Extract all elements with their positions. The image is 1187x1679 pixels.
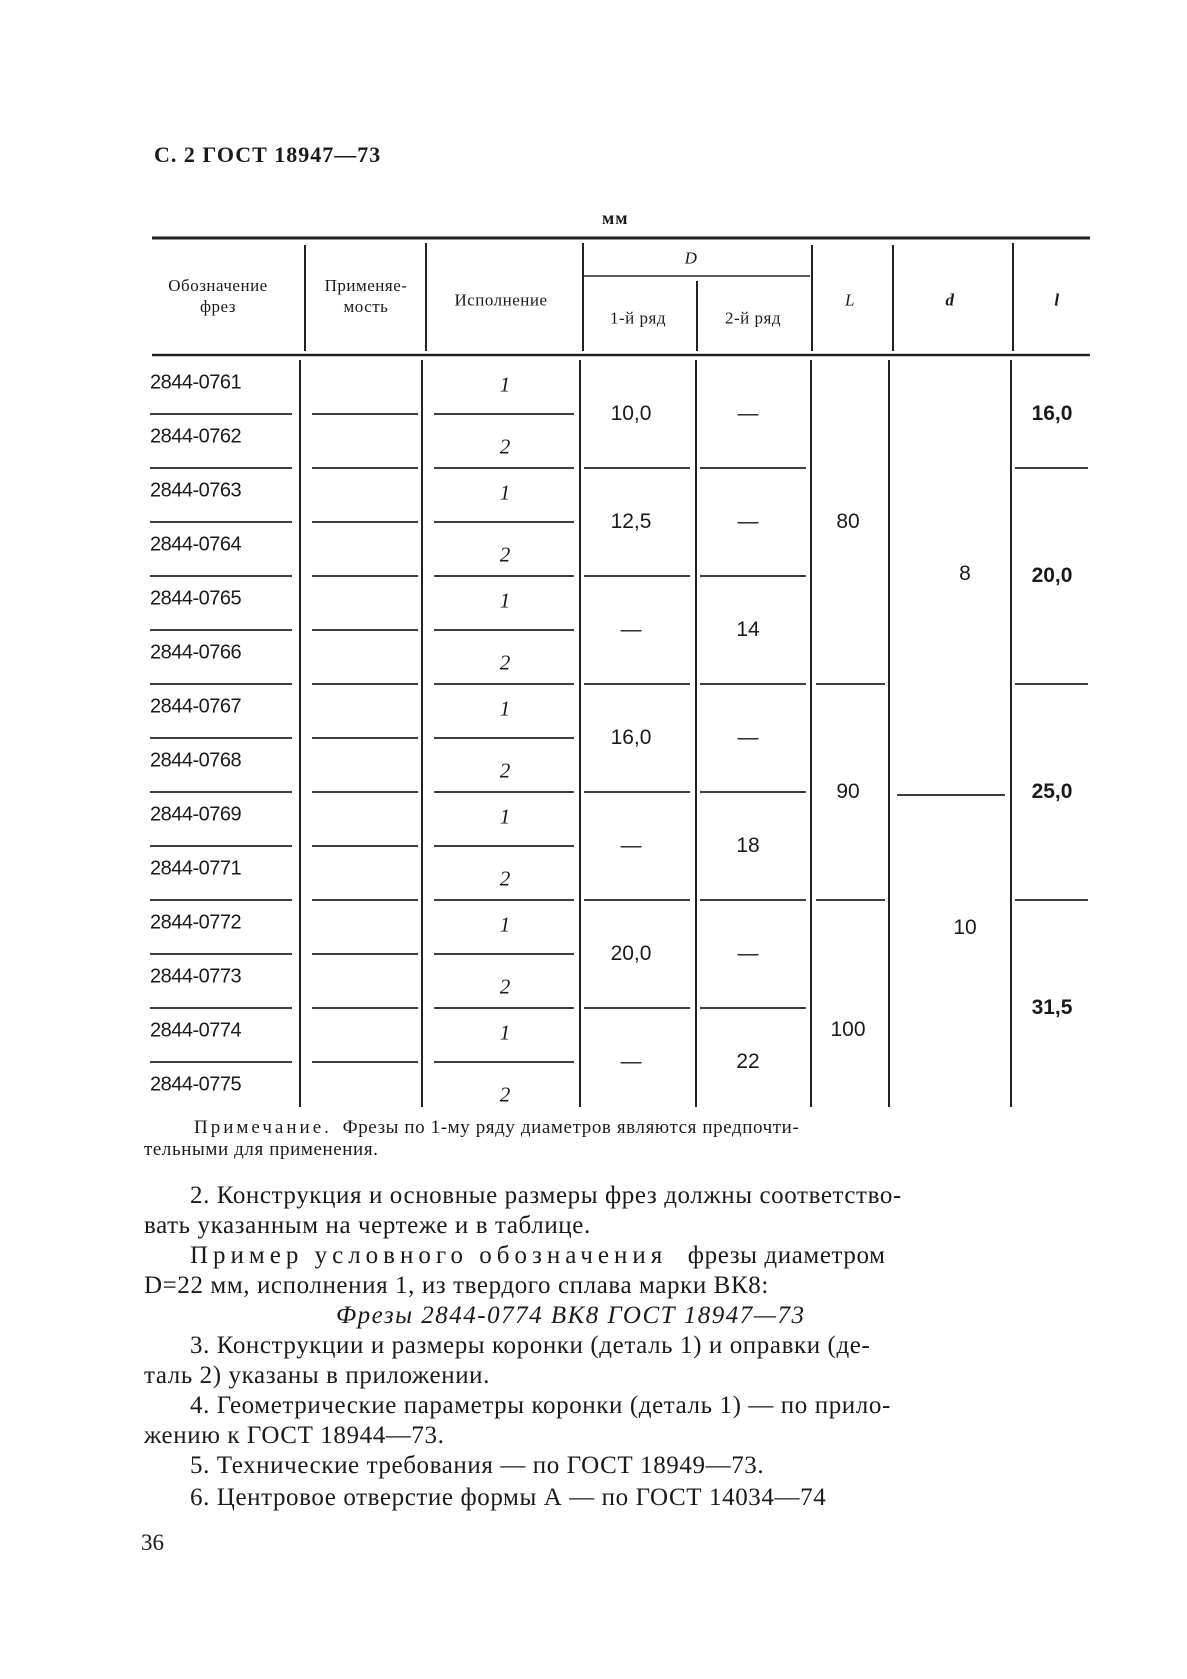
designation-cell: 2844-0764 <box>150 533 242 556</box>
header-D-row1: 1-й ряд <box>610 308 666 328</box>
l-cell: 16,0 <box>1031 402 1073 425</box>
D-row1-cell: 10,0 <box>610 402 652 425</box>
D-row2-cell: — <box>737 942 759 965</box>
header-d: d <box>945 290 955 310</box>
designation-cell: 2844-0765 <box>150 587 242 610</box>
execution-cell: 1 <box>499 696 511 721</box>
designation-cell: 2844-0772 <box>150 911 242 934</box>
D-row1-cell: 20,0 <box>610 942 652 965</box>
execution-cell: 1 <box>499 588 511 613</box>
designation-cell: 2844-0771 <box>150 857 242 880</box>
designation-cell: 2844-0766 <box>150 641 242 664</box>
header-execution: Исполнение <box>454 290 548 310</box>
designation-cell: 2844-0775 <box>150 1073 242 1096</box>
l-cell: 25,0 <box>1031 780 1073 803</box>
d-cell: 8 <box>959 562 971 585</box>
header-L: L <box>845 290 855 310</box>
paragraph-4-line2: жению к ГОСТ 18944—73. <box>144 1422 445 1449</box>
designation-cell: 2844-0767 <box>150 695 242 718</box>
designation-cell: 2844-0768 <box>150 749 242 772</box>
L-cell: 80 <box>836 510 860 533</box>
paragraph-5: 5. Технические требования — по ГОСТ 18949—73. <box>190 1452 765 1479</box>
designation-cell: 2844-0763 <box>150 479 242 502</box>
l-cell: 20,0 <box>1031 564 1073 587</box>
execution-cell: 1 <box>499 1020 511 1045</box>
table-note: Примечание. Фрезы по 1-му ряду диаметров являются предпочти- <box>194 1117 800 1138</box>
header-D-row2: 2-й ряд <box>725 308 781 328</box>
execution-cell: 1 <box>499 480 511 505</box>
page-number: 36 <box>141 1530 164 1555</box>
execution-cell: 2 <box>499 650 511 675</box>
D-row2-cell: — <box>737 510 759 533</box>
d-cell: 10 <box>953 916 977 939</box>
example-designation: Фрезы 2844-0774 ВК8 ГОСТ 18947—73 <box>336 1302 806 1329</box>
table-note-continued: тельными для применения. <box>144 1139 379 1160</box>
D-row2-cell: — <box>737 402 759 425</box>
designation-cell: 2844-0769 <box>150 803 242 826</box>
D-row1-cell: — <box>620 834 642 857</box>
execution-cell: 2 <box>499 758 511 783</box>
paragraph-2-line2: вать указанным на чертеже и в таблице. <box>144 1212 591 1239</box>
execution-cell: 2 <box>499 866 511 891</box>
execution-cell: 1 <box>499 804 511 829</box>
L-cell: 90 <box>836 780 860 803</box>
l-cell: 31,5 <box>1031 996 1073 1019</box>
execution-cell: 2 <box>499 974 511 999</box>
designation-cell: 2844-0761 <box>150 371 242 394</box>
example-line1: Пример условного обозначения фрезы диаметром <box>190 1242 886 1269</box>
header-applicability: Применяе- мость <box>324 276 408 316</box>
D-row1-cell: — <box>620 1050 642 1073</box>
execution-cell: 2 <box>499 542 511 567</box>
paragraph-4-line1: 4. Геометрические параметры коронки (деталь 1) — по прило- <box>190 1392 891 1419</box>
page-header: С. 2 ГОСТ 18947—73 <box>154 142 382 167</box>
execution-cell: 1 <box>499 912 511 937</box>
header-D: D <box>684 248 698 268</box>
paragraph-3-line2: таль 2) указаны в приложении. <box>144 1362 491 1389</box>
designation-cell: 2844-0774 <box>150 1019 242 1042</box>
designation-cell: 2844-0773 <box>150 965 242 988</box>
units-label: мм <box>602 208 629 228</box>
header-designation: Обозначение фрез <box>168 276 268 316</box>
designation-cell: 2844-0762 <box>150 425 242 448</box>
paragraph-6: 6. Центровое отверстие формы А — по ГОСТ 14034—74 <box>190 1484 827 1511</box>
execution-cell: 2 <box>499 434 511 459</box>
paragraph-2-line1: 2. Конструкция и основные размеры фрез должны соответство- <box>190 1182 902 1209</box>
D-row2-cell: 22 <box>736 1050 760 1073</box>
D-row2-cell: 18 <box>736 834 760 857</box>
paragraph-3-line1: 3. Конструкции и размеры коронки (деталь 1) и оправки (де- <box>190 1332 871 1359</box>
header-l: l <box>1054 290 1060 310</box>
D-row1-cell: — <box>620 618 642 641</box>
L-cell: 100 <box>830 1018 866 1041</box>
D-row2-cell: 14 <box>736 618 760 641</box>
D-row1-cell: 12,5 <box>610 510 652 533</box>
execution-cell: 2 <box>499 1082 511 1107</box>
D-row1-cell: 16,0 <box>610 726 652 749</box>
example-line2: D=22 мм, исполнения 1, из твердого сплава марки ВК8: <box>144 1272 769 1299</box>
D-row2-cell: — <box>737 726 759 749</box>
execution-cell: 1 <box>499 372 511 397</box>
